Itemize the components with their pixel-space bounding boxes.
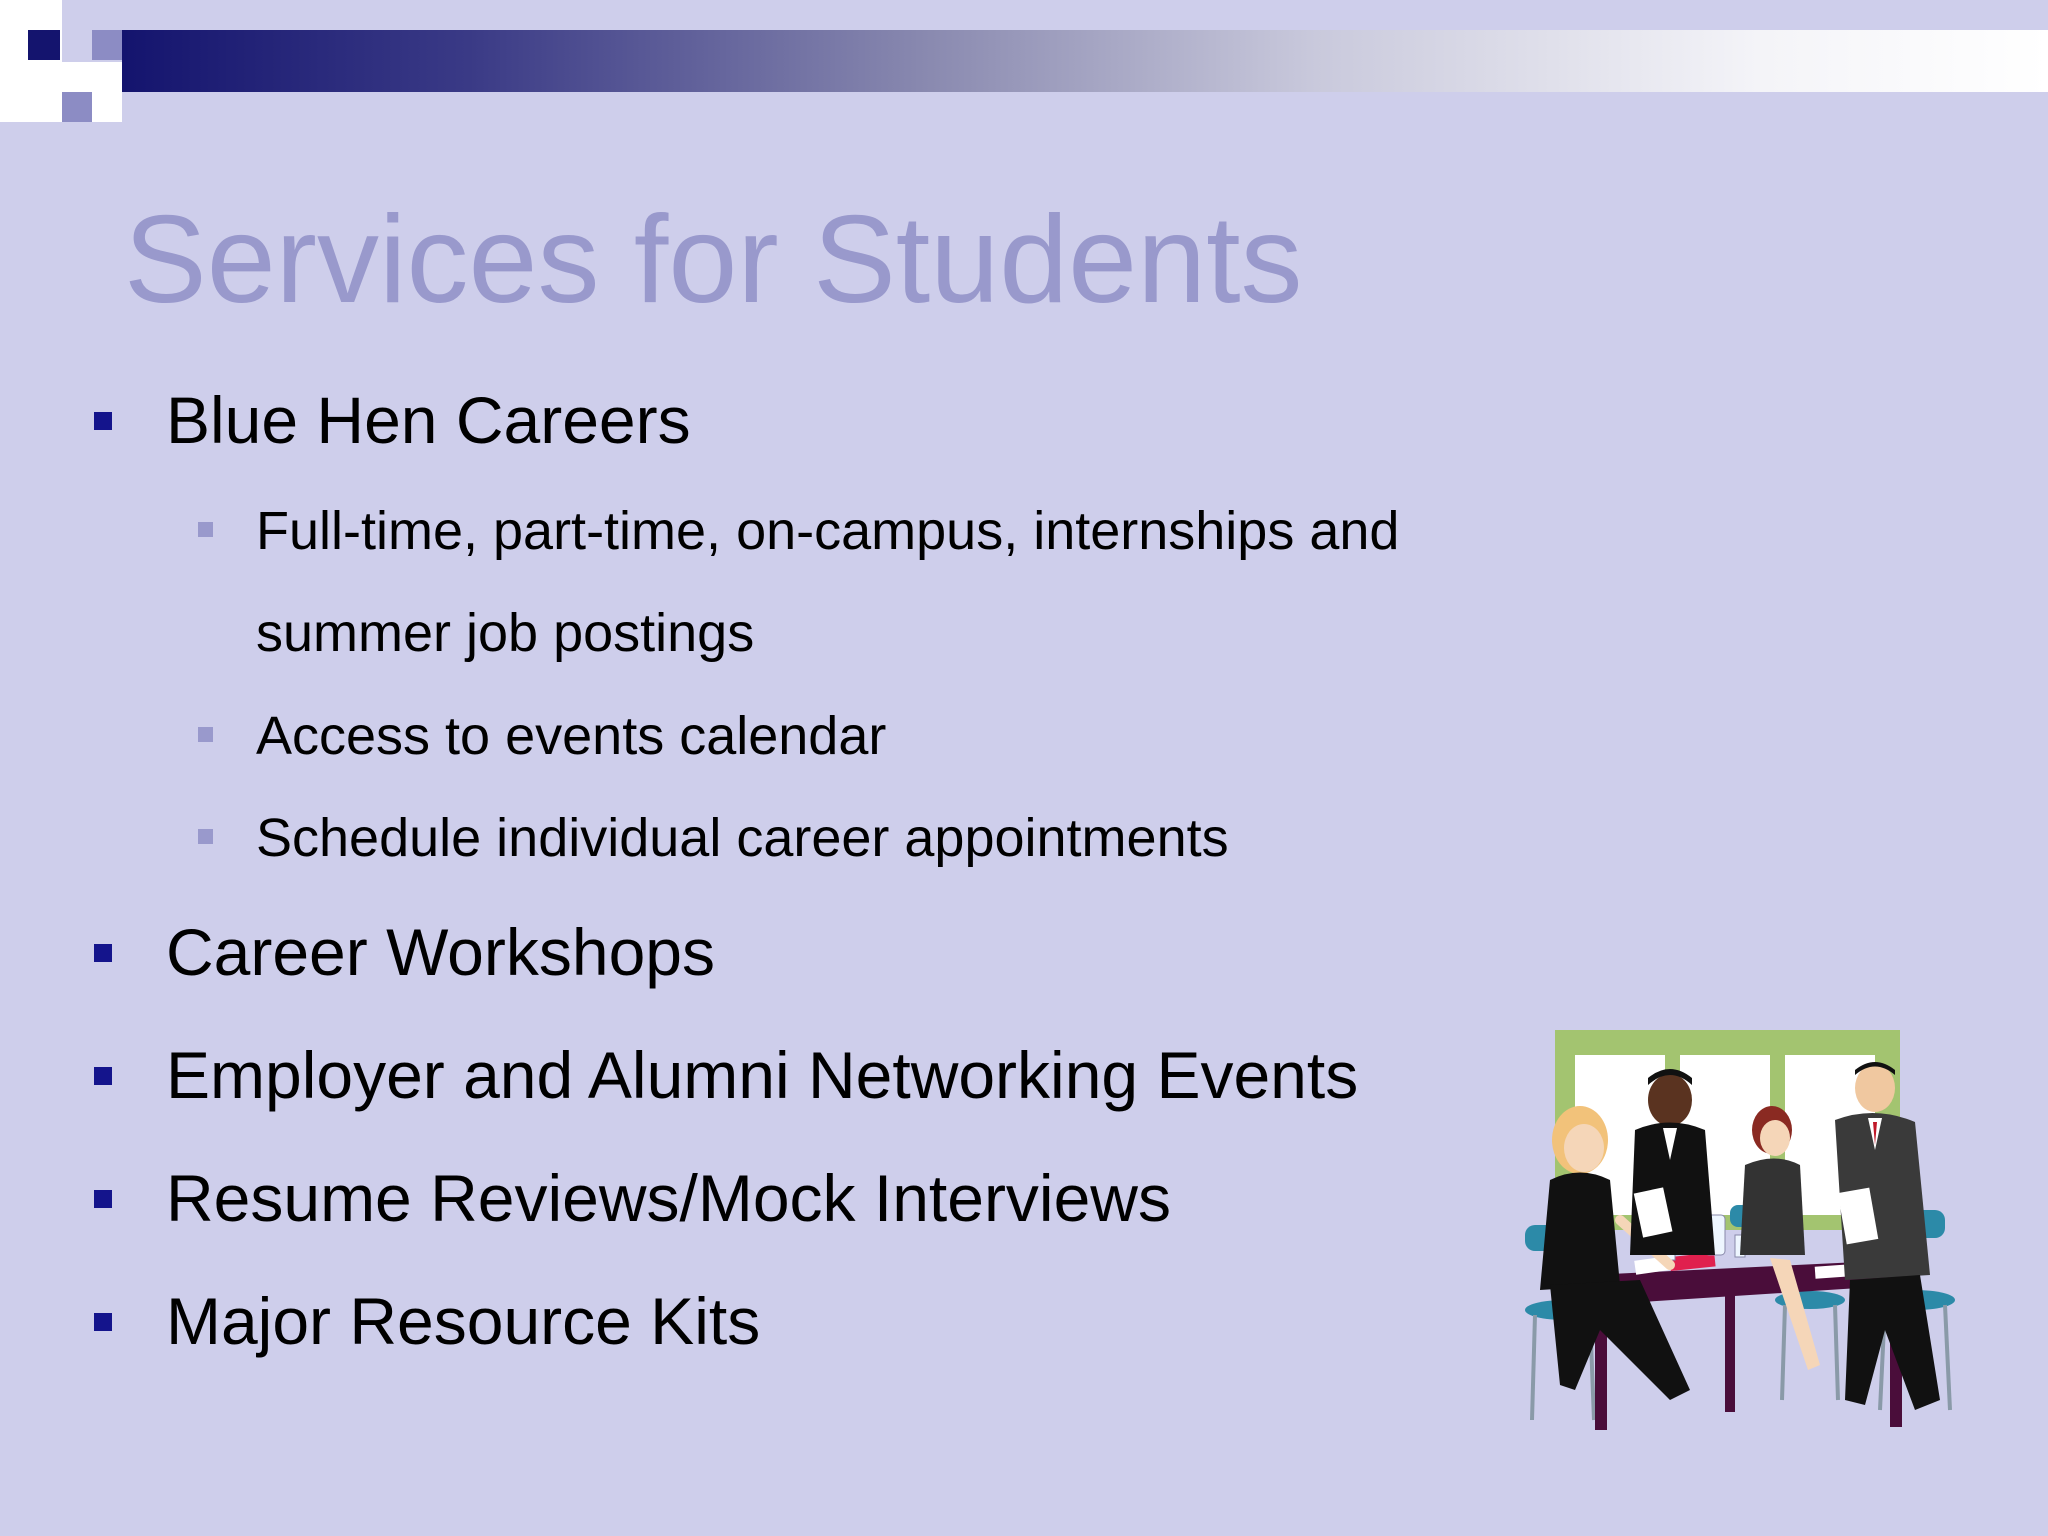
sub-bullet-item <box>256 685 886 787</box>
sub-bullet-continuation <box>256 582 754 684</box>
bullet-item <box>166 1281 760 1361</box>
bullet-text: Blue Hen Careers <box>166 383 691 457</box>
corner-block-white <box>0 0 62 122</box>
bullet-item <box>166 380 691 460</box>
sub-bullet-item <box>256 787 1229 889</box>
business-meeting-clipart <box>1520 1030 1980 1440</box>
bullet-item <box>166 1158 1171 1238</box>
corner-block-navy <box>28 30 60 60</box>
square-bullet-icon <box>94 1067 112 1085</box>
sub-bullet-item <box>256 480 1399 582</box>
sub-bullet-text: Schedule individual career appointments <box>256 808 1229 868</box>
slide-title: Services for Students <box>124 191 1303 329</box>
corner-block-lavender-lower <box>62 92 92 122</box>
sub-bullet-text: Access to events calendar <box>256 706 887 766</box>
square-bullet-icon <box>198 829 213 844</box>
sub-bullet-text: Full-time, part-time, on-campus, internships and <box>256 501 1400 561</box>
sub-bullet-text: summer job postings <box>256 603 755 663</box>
bullet-text: Major Resource Kits <box>166 1284 761 1358</box>
square-bullet-icon <box>198 727 213 742</box>
corner-block-lavender <box>92 30 122 60</box>
bullet-item <box>166 912 715 992</box>
bullet-text: Career Workshops <box>166 915 715 989</box>
bullet-item <box>166 1035 1358 1115</box>
square-bullet-icon <box>94 1190 112 1208</box>
square-bullet-icon <box>94 1313 112 1331</box>
square-bullet-icon <box>94 944 112 962</box>
header-gradient-bar <box>122 30 2048 92</box>
square-bullet-icon <box>94 412 112 430</box>
bullet-text: Resume Reviews/Mock Interviews <box>166 1161 1171 1235</box>
square-bullet-icon <box>198 522 213 537</box>
bullet-text: Employer and Alumni Networking Events <box>166 1038 1359 1112</box>
